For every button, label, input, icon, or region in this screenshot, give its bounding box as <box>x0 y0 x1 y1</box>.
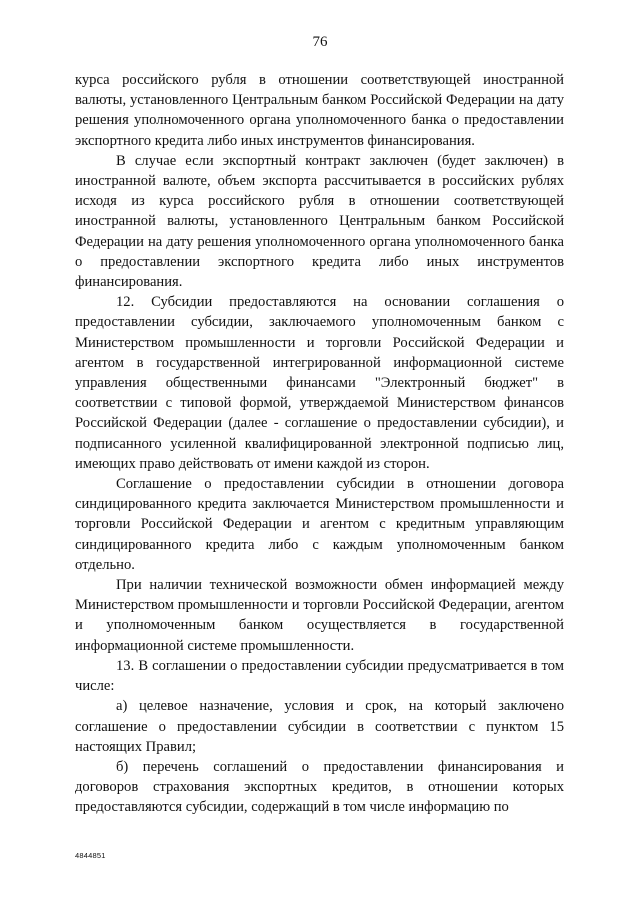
paragraph-continuation: курса российского рубля в отношении соответствующей иностранной валюты, установленного Центральным банком Российской Федерации на дату решения уполномоченного органа уполномоченного банка о предоставлении экспортного кредита либо иных инструментов финансирования. <box>75 72 564 149</box>
paragraph-subitem-a: а) целевое назначение, условия и срок, на который заключено соглашение о предоставлении субсидии в соответствии с пунктом 15 настоящих Правил; <box>75 698 564 755</box>
paragraph-item-13: 13. В соглашении о предоставлении субсидии предусматривается в том числе: <box>75 657 564 695</box>
paragraph-syndicated-credit: Соглашение о предоставлении субсидии в отношении договора синдицированного кредита заключается Министерством промышленности и торговли Российской Федерации и агентом с кредитным управляющим синдицированного кредита либо с каждым уполномоченным банком отдельно. <box>75 476 564 573</box>
paragraph-item-12: 12. Субсидии предоставляются на основании соглашения о предоставлении субсидии, заключаемого уполномоченным банком с Министерством промышленности и торговли Российской Федерации и агентом в государственной интегрированной информационной системе управления общественными финансами "Электронный бюджет" в соответствии с типовой формой, утверждаемой Министерством финансов Российской Федерации (далее - соглашение о предоставлении субсидии), и подписанного усиленной квалифицированной электронной подписью лиц, имеющих право действовать от имени каждой из сторон. <box>75 294 564 472</box>
paragraph-foreign-currency: В случае если экспортный контракт заключен (будет заключен) в иностранной валюте, объем экспорта рассчитывается в российских рублях исходя из курса российского рубля в отношении соответствующей иностранной валюты, установленного Центральным банком Российской Федерации на дату решения уполномоченного органа уполномоченного банка о предоставлении экспортного кредита либо иных инструментов финансирования. <box>75 152 564 291</box>
paragraph-information-exchange: При наличии технической возможности обмен информацией между Министерством промышленности и торговли Российской Федерации, агентом и уполномоченным банком осуществляется в государственной информационной системе промышленности. <box>75 577 564 654</box>
document-code: 4844851 <box>75 851 106 860</box>
document-body <box>75 70 564 818</box>
paragraph-subitem-b: б) перечень соглашений о предоставлении финансирования и договоров страхования экспортных кредитов, в отношении которых предоставляются субсидии, содержащий в том числе информацию по <box>75 758 564 816</box>
page-number: 76 <box>312 34 328 50</box>
